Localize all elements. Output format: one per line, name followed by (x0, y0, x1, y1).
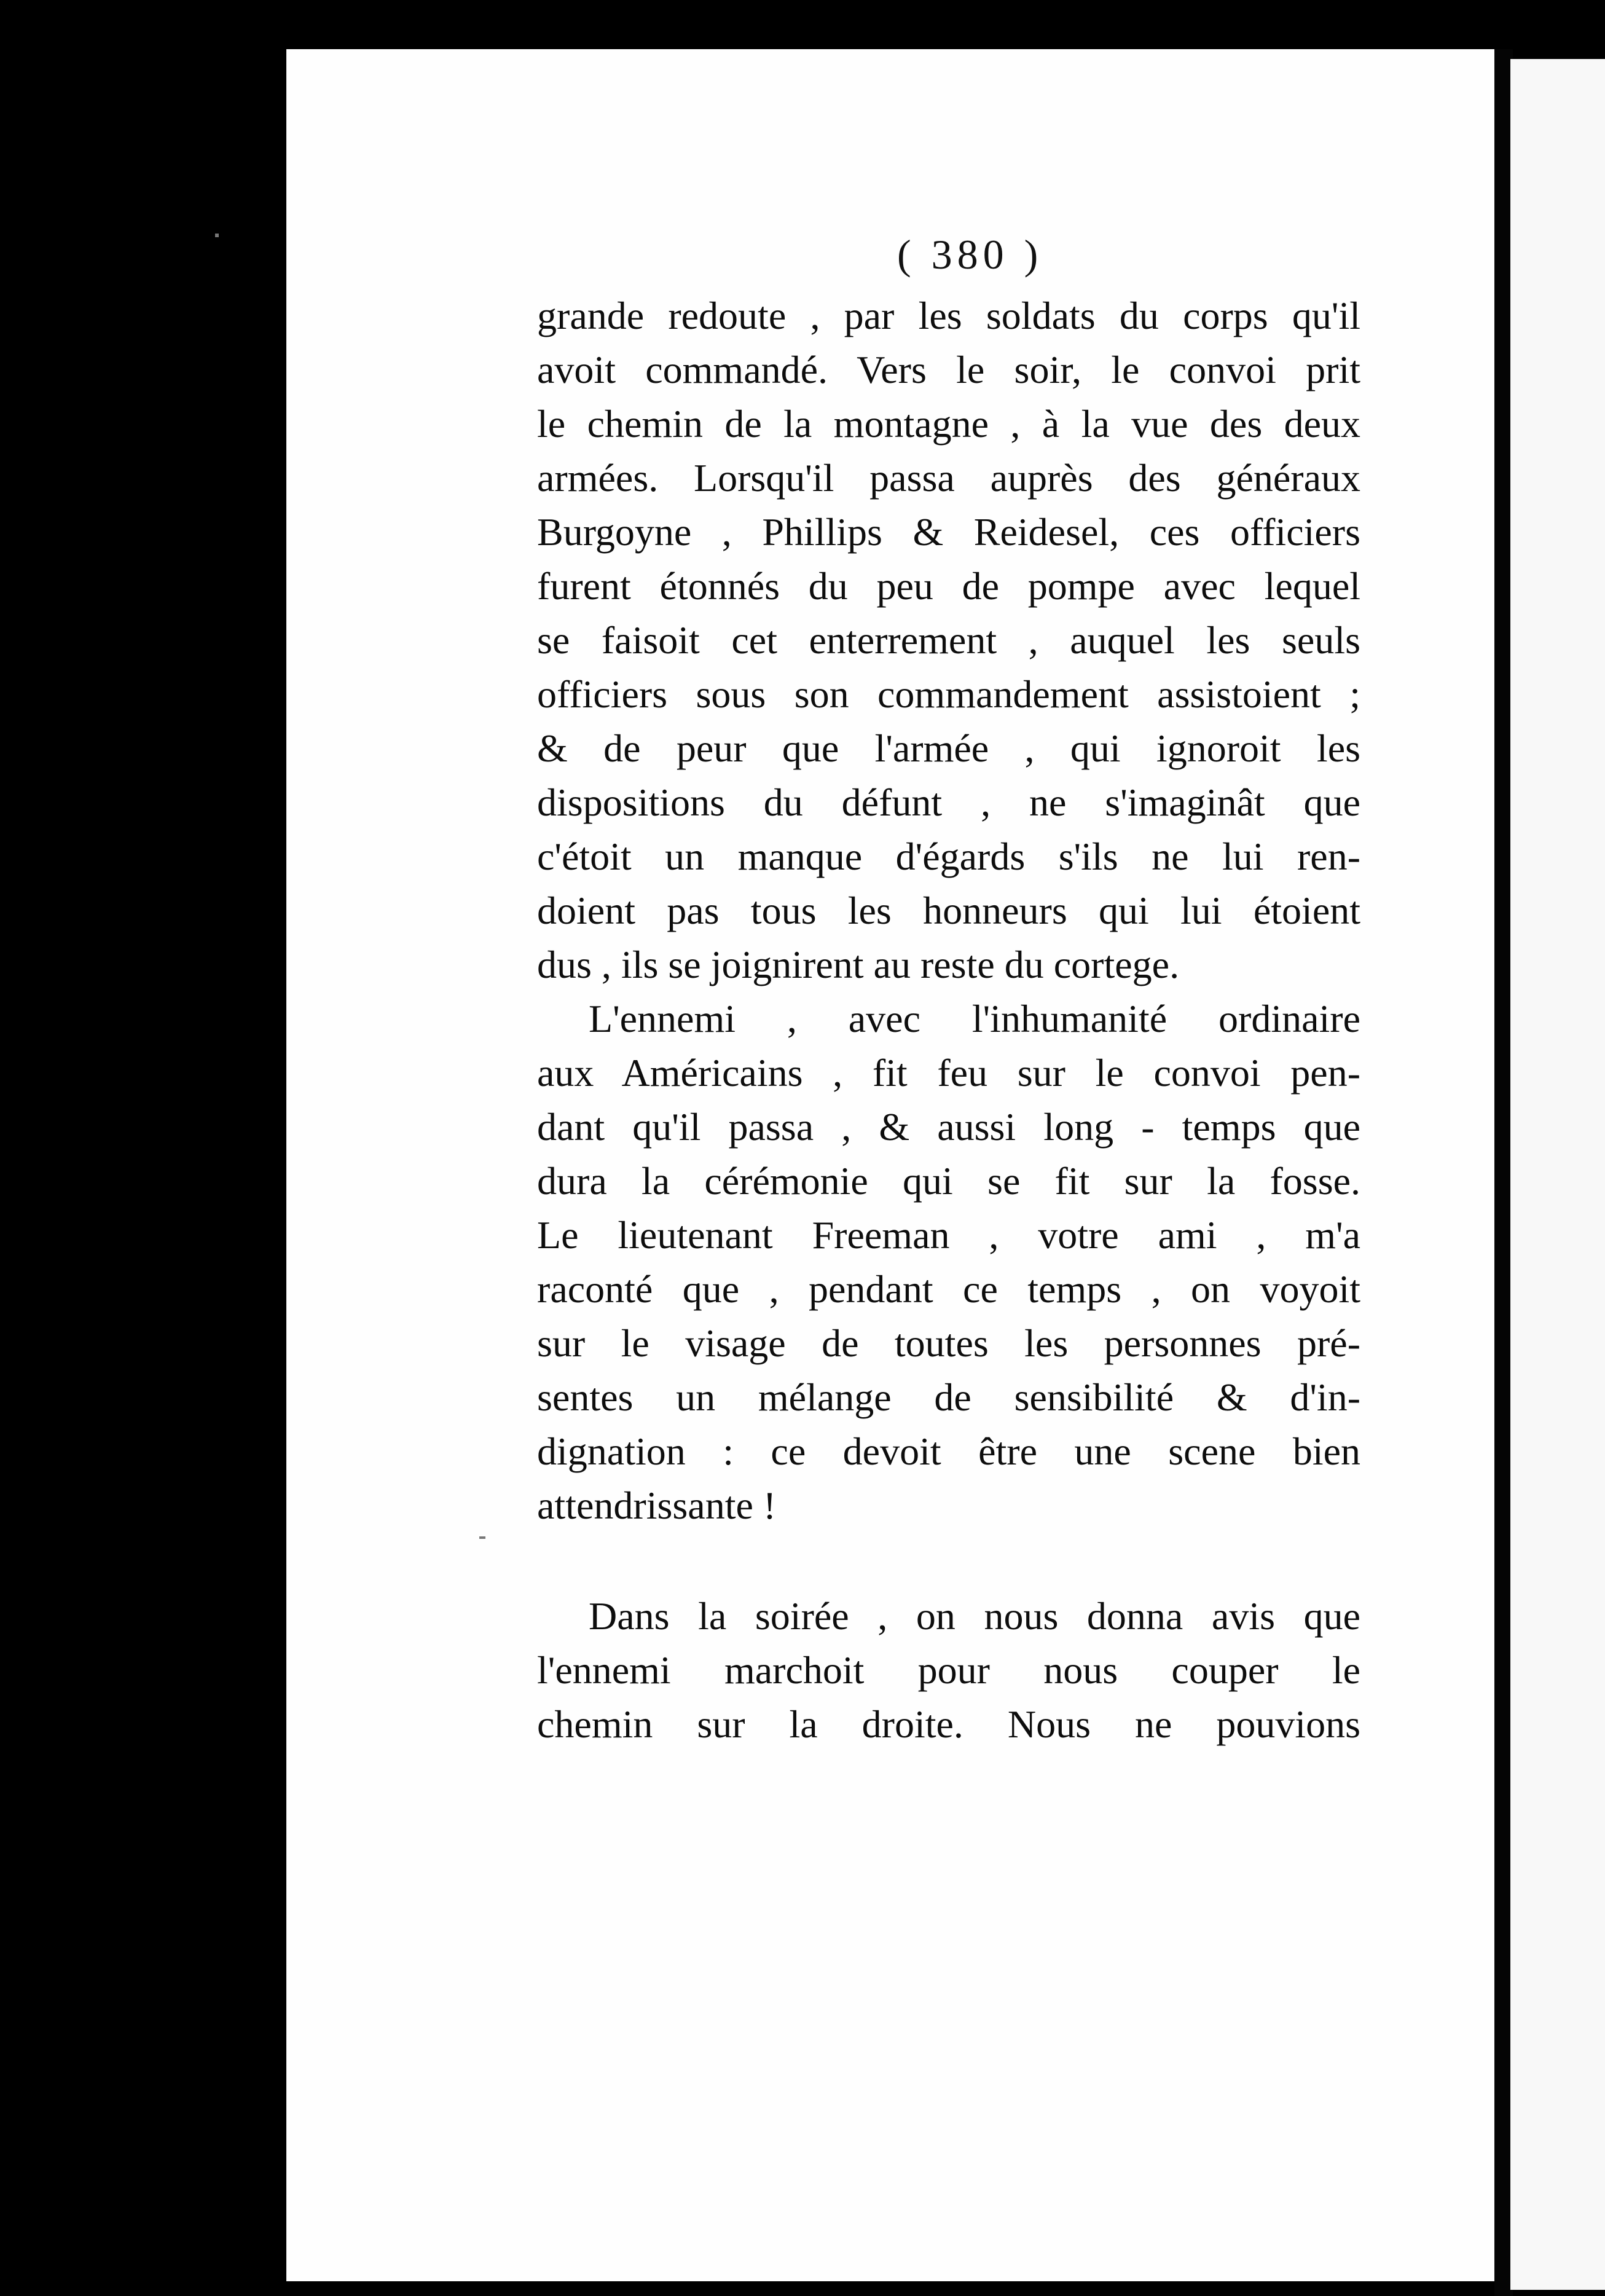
text-line: dispositions du défunt , ne s'imaginât que (537, 780, 1360, 824)
text-line: Dans la soirée , on nous donna avis que (589, 1594, 1360, 1638)
text-line: grande redoute , par les soldats du corps qu'il (537, 294, 1360, 337)
scan-speck (215, 234, 219, 237)
text-line: L'ennemi , avec l'inhumanité ordinaire (589, 997, 1360, 1040)
text-line: Burgoyne , Phillips & Reidesel, ces officiers (537, 510, 1360, 554)
text-line: raconté que , pendant ce temps , on voyoit (537, 1267, 1360, 1311)
text-line: armées. Lorsqu'il passa auprès des généraux (537, 456, 1360, 500)
scan-speck (479, 1536, 485, 1539)
text-line: & de peur que l'armée , qui ignoroit les (537, 726, 1360, 770)
text-line: sentes un mélange de sensibilité & d'in- (537, 1375, 1360, 1419)
text-line: c'étoit un manque d'égards s'ils ne lui ren- (537, 835, 1360, 878)
text-line: doient pas tous les honneurs qui lui étoient (537, 889, 1360, 932)
text-line: avoit commandé. Vers le soir, le convoi prit (537, 348, 1360, 391)
text-line: Le lieutenant Freeman , votre ami , m'a (537, 1213, 1360, 1257)
text-line: se faisoit cet enterrement , auquel les seuls (537, 618, 1360, 662)
body-text (537, 289, 1360, 1751)
text-line: furent étonnés du peu de pompe avec lequel (537, 564, 1360, 608)
adjacent-page-edge (1510, 59, 1605, 2290)
text-line: chemin sur la droite. Nous ne pouvions (537, 1702, 1360, 1746)
text-line: dura la cérémonie qui se fit sur la fosse. (537, 1159, 1360, 1203)
text-line: officiers sous son commandement assistoient ; (537, 672, 1360, 716)
text-line: aux Américains , fit feu sur le convoi pen- (537, 1051, 1360, 1095)
text-line: dus , ils se joignirent au reste du cortege. (537, 943, 1180, 986)
text-line: attendrissante ! (537, 1484, 777, 1527)
text-line: sur le visage de toutes les personnes pré- (537, 1321, 1360, 1365)
page-number: ( 380 ) (897, 231, 1043, 278)
paragraph-gap (537, 1533, 1360, 1589)
text-line: dignation : ce devoit être une scene bien (537, 1429, 1360, 1473)
text-line: le chemin de la montagne , à la vue des deux (537, 402, 1360, 446)
text-line: l'ennemi marchoit pour nous couper le (537, 1648, 1360, 1692)
text-line: dant qu'il passa , & aussi long - temps que (537, 1105, 1360, 1149)
